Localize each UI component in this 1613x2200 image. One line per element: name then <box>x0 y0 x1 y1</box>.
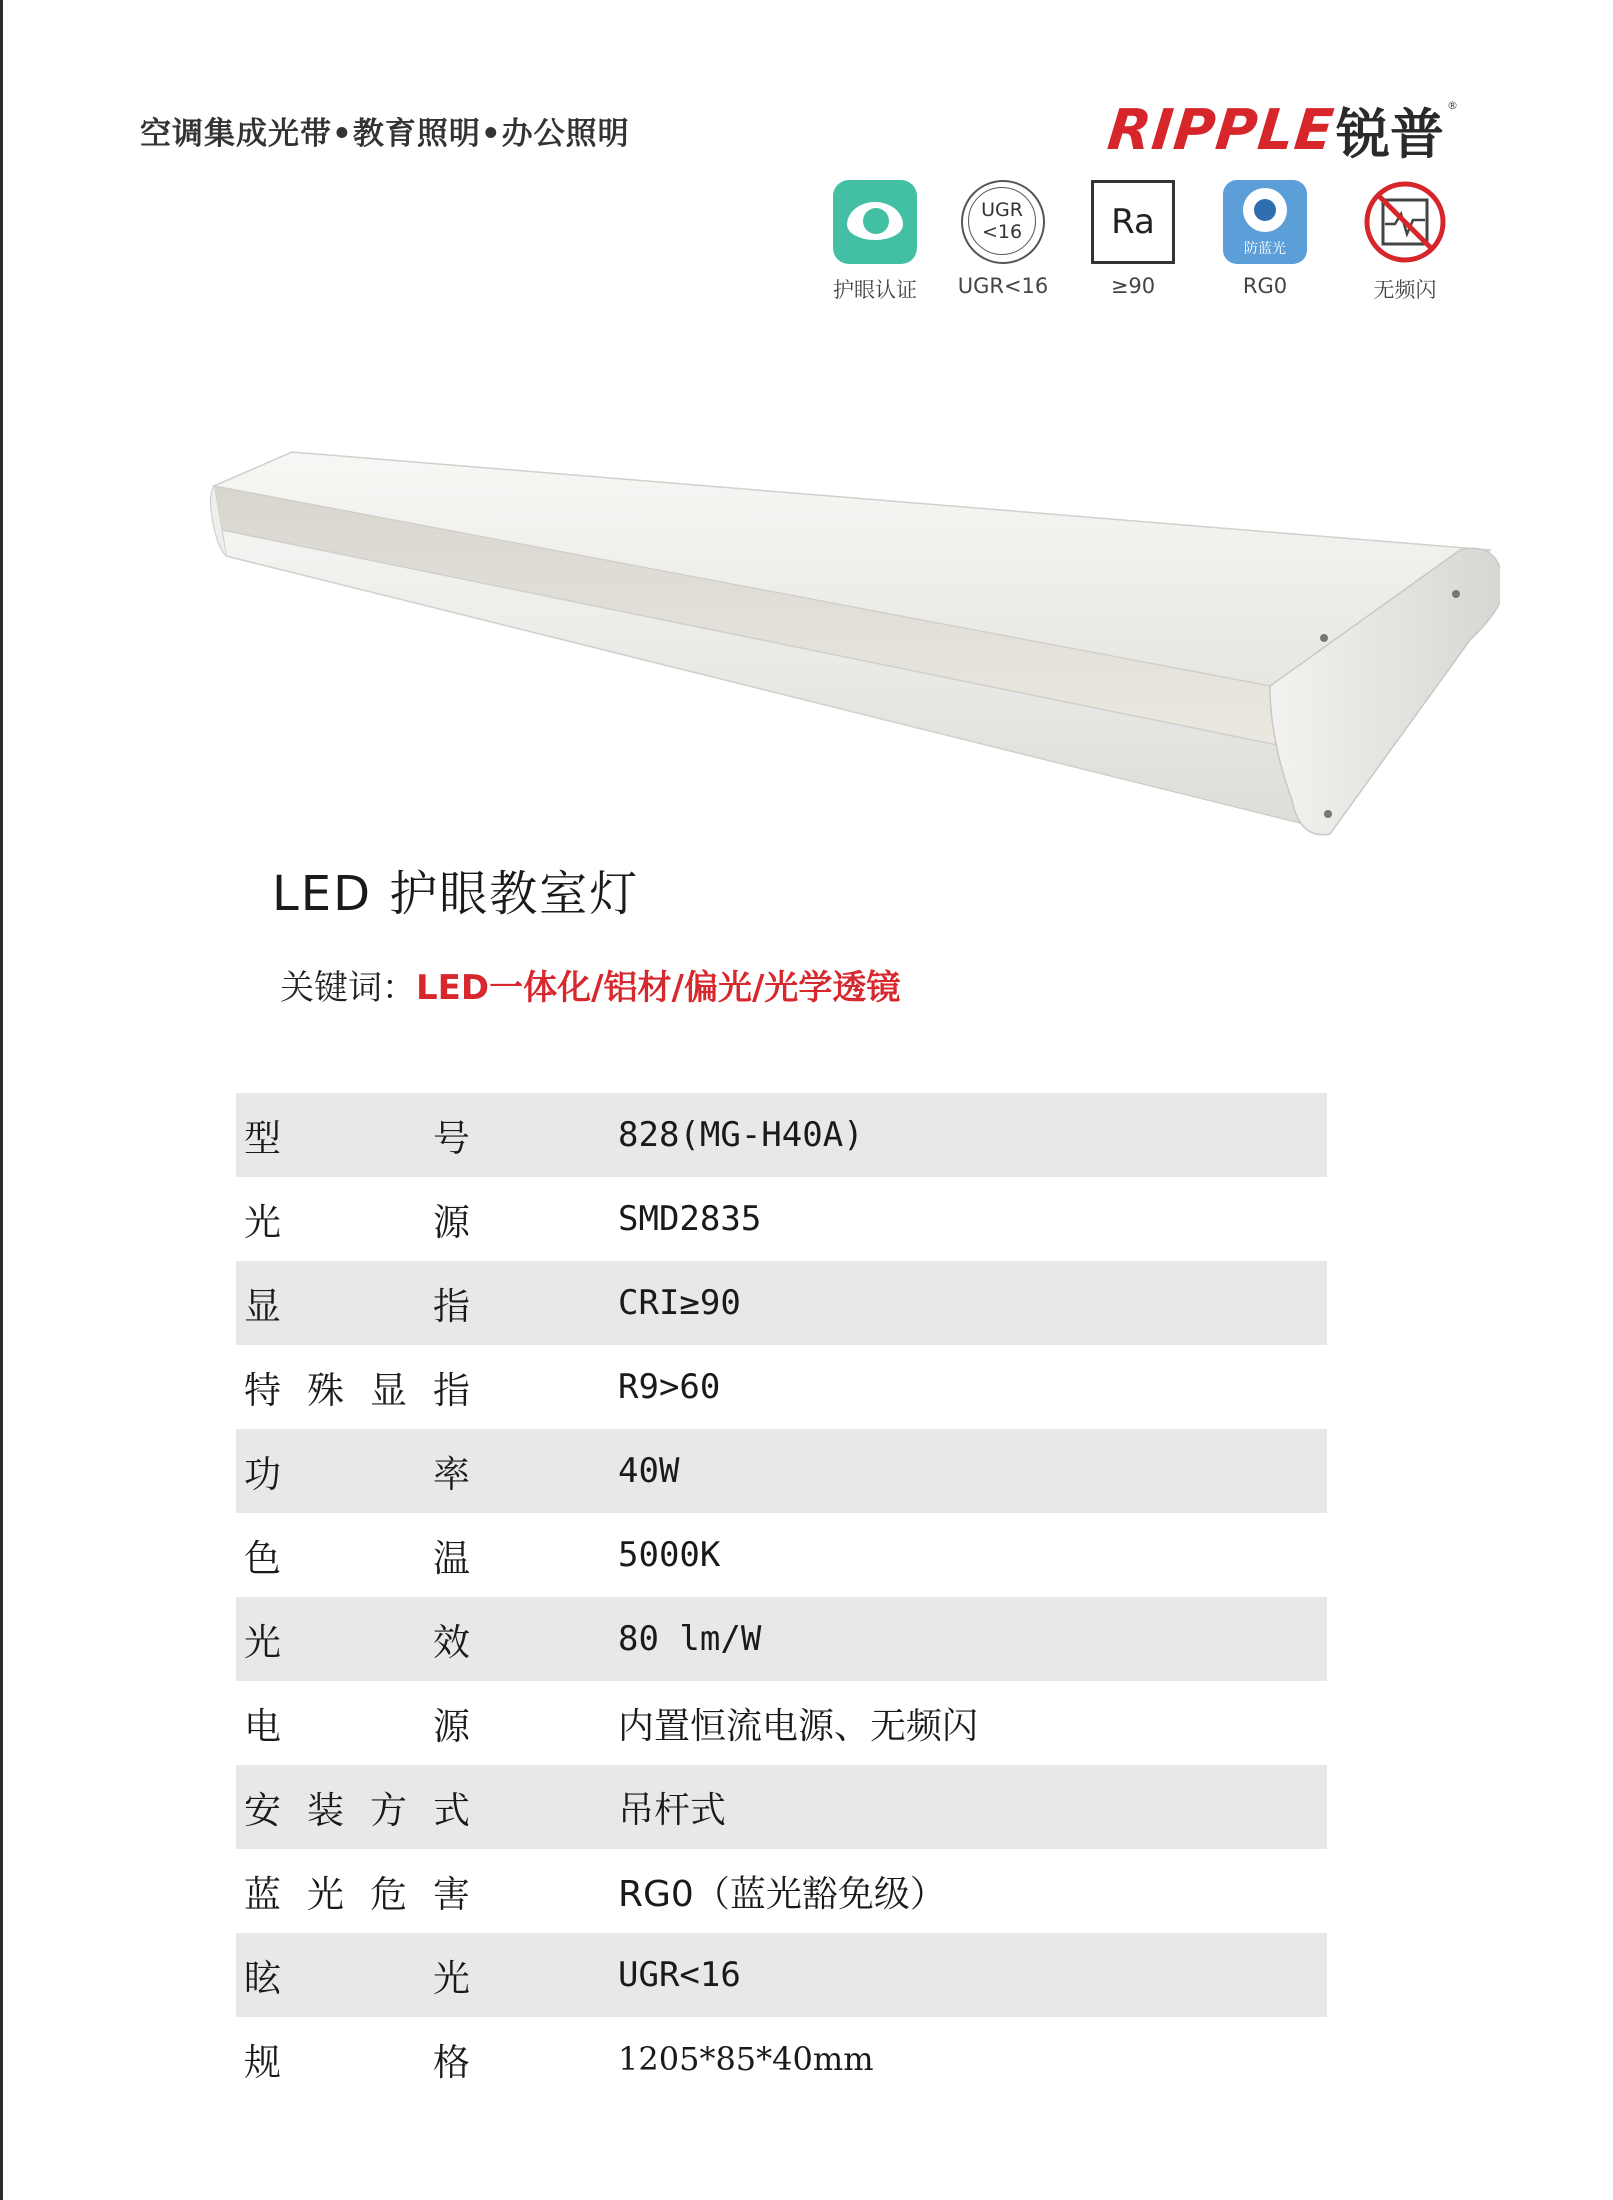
spec-value: 80 lm/W <box>618 1619 762 1659</box>
spec-table <box>236 1093 1327 2101</box>
spec-label: 蓝 光 危 害 <box>244 1873 470 1916</box>
badge-label: 无频闪 <box>1373 278 1437 302</box>
spec-label: 安 装 方 式 <box>244 1789 470 1832</box>
keywords-value: LED一体化/铝材/偏光/光学透镜 <box>416 968 901 1008</box>
product-image <box>200 440 1500 860</box>
spec-row-dimensions <box>236 2017 1327 2101</box>
header-tagline: 空调集成光带•教育照明•办公照明 <box>140 116 630 152</box>
spec-row-installation <box>236 1765 1327 1849</box>
spec-value: RG0（蓝光豁免级） <box>618 1873 946 1915</box>
spec-value: R9>60 <box>618 1367 721 1407</box>
spec-label: 光 源 <box>244 1201 470 1244</box>
spec-row-blue-light <box>236 1849 1327 1933</box>
spec-value: 1205*85*40mm <box>618 2040 874 2078</box>
ra-icon-text: Ra <box>1091 180 1175 264</box>
spec-label: 眩 光 <box>244 1957 470 2000</box>
badge-label: UGR<16 <box>957 274 1049 298</box>
badge-label: RG0 <box>1242 274 1288 298</box>
ugr-icon-value: <16 <box>981 221 1023 243</box>
spec-value: 吊杆式 <box>618 1789 727 1831</box>
spec-row-model <box>236 1093 1327 1177</box>
spec-row-light-source <box>236 1177 1327 1261</box>
registered-mark: ® <box>1446 99 1458 112</box>
brand-logo <box>1104 95 1458 166</box>
product-keywords <box>280 960 900 1009</box>
spec-label: 功 率 <box>244 1453 470 1496</box>
ugr-icon-text: UGR <box>981 199 1023 221</box>
spec-value: 5000K <box>618 1535 721 1575</box>
ugr-icon <box>961 180 1045 264</box>
badge-no-flicker <box>1340 180 1470 304</box>
badge-ugr <box>938 180 1068 298</box>
spec-value: CRI≥90 <box>618 1283 741 1323</box>
spec-label: 色 温 <box>244 1537 470 1580</box>
badge-ra <box>1068 180 1198 298</box>
ra-icon <box>1091 180 1175 264</box>
badge-label: ≥90 <box>1110 274 1156 298</box>
spec-label: 规 格 <box>244 2041 470 2084</box>
product-title: LED 护眼教室灯 <box>272 866 640 922</box>
badge-eye-care <box>810 180 940 304</box>
no-flicker-icon <box>1363 180 1447 264</box>
spec-label: 光 效 <box>244 1621 470 1664</box>
spec-label: 特 殊 显 指 <box>244 1369 470 1412</box>
spec-value: UGR<16 <box>618 1955 741 1995</box>
spec-row-glare <box>236 1933 1327 2017</box>
spec-row-efficacy <box>236 1597 1327 1681</box>
spec-label: 型 号 <box>244 1117 470 1160</box>
keywords-label: 关键词： <box>280 968 416 1008</box>
spec-label: 电 源 <box>244 1705 470 1748</box>
spec-row-driver <box>236 1681 1327 1765</box>
spec-row-cct <box>236 1513 1327 1597</box>
blue-light-icon-text: 防蓝光 <box>1244 241 1286 257</box>
badge-label: 护眼认证 <box>833 278 917 302</box>
spec-row-cri <box>236 1261 1327 1345</box>
spec-value: 828(MG-H40A) <box>618 1115 864 1155</box>
brand-logo-en: RIPPLE <box>1104 97 1338 163</box>
spec-value: SMD2835 <box>618 1199 762 1239</box>
badge-rg0 <box>1200 180 1330 298</box>
blue-light-protection-icon <box>1223 180 1307 264</box>
spec-label: 显 指 <box>244 1285 470 1328</box>
brand-logo-cn: 锐普 <box>1335 102 1444 166</box>
certification-badges <box>810 180 1490 310</box>
page-left-edge <box>0 0 3 2200</box>
spec-row-r9 <box>236 1345 1327 1429</box>
spec-value: 内置恒流电源、无频闪 <box>618 1705 979 1747</box>
eye-care-icon <box>833 180 917 264</box>
spec-value: 40W <box>618 1451 680 1491</box>
spec-row-power <box>236 1429 1327 1513</box>
